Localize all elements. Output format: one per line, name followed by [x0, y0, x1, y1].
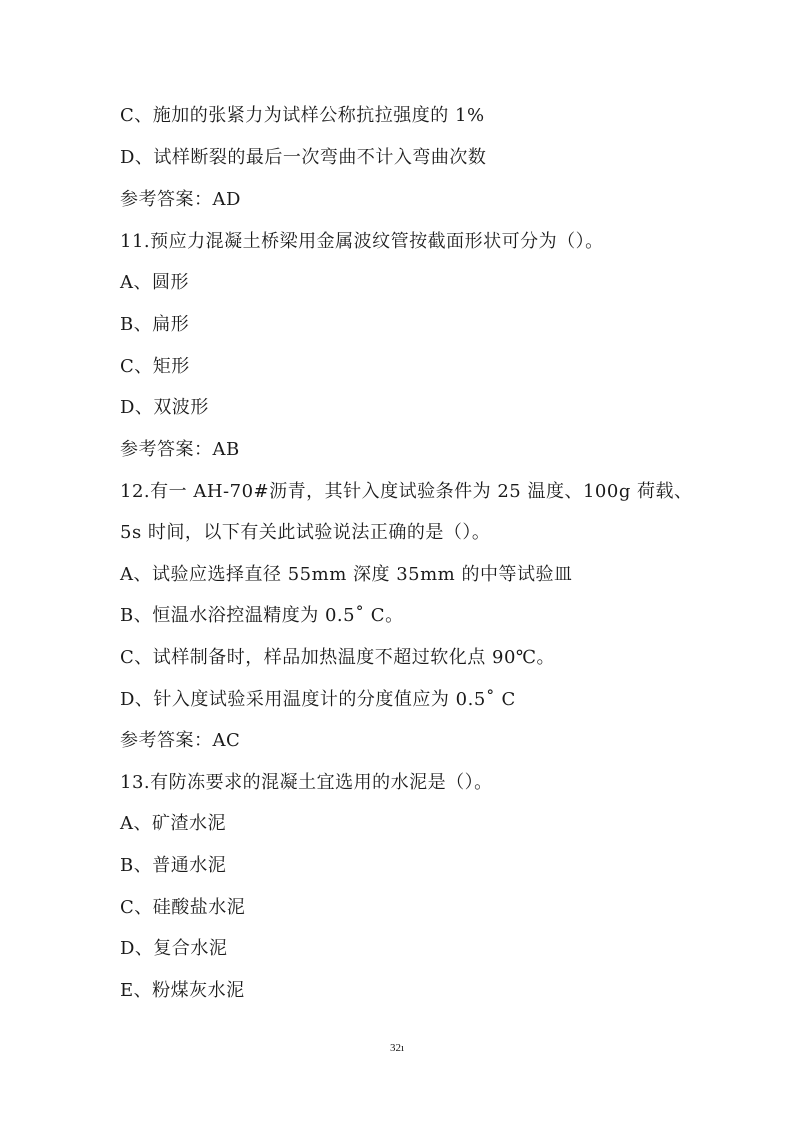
option-c-q13: C、硅酸盐水泥: [120, 897, 246, 918]
option-d-q10: D、试样断裂的最后一次弯曲不计入弯曲次数: [120, 147, 487, 168]
question-13: 13.有防冻要求的混凝土宜选用的水泥是（）。: [120, 772, 493, 793]
question-11: 11.预应力混凝土桥梁用金属波纹管按截面形状可分为（）。: [120, 231, 604, 252]
answer-q11: 参考答案：AB: [120, 439, 240, 460]
option-c-q11: C、矩形: [120, 356, 190, 377]
page-number: 32ı: [389, 1042, 405, 1054]
answer-q12: 参考答案：AC: [120, 730, 241, 751]
option-c-q10: C、施加的张紧力为试样公称抗拉强度的 1%: [120, 105, 485, 126]
option-b-q13: B、普通水泥: [120, 855, 227, 876]
answer-q10: 参考答案：AD: [120, 189, 241, 210]
option-b-q12: B、恒温水浴控温精度为 0.5˚ C。: [120, 605, 404, 626]
option-a-q13: A、矿渣水泥: [120, 813, 226, 834]
option-d-q11: D、双波形: [120, 397, 209, 418]
option-c-q12: C、试样制备时，样品加热温度不超过软化点 90℃。: [120, 647, 556, 668]
option-a-q11: A、圆形: [120, 272, 189, 293]
option-b-q11: B、扁形: [120, 314, 190, 335]
option-a-q12: A、试验应选择直径 55mm 深度 35mm 的中等试验皿: [120, 564, 573, 585]
option-d-q12: D、针入度试验采用温度计的分度值应为 0.5˚ C: [120, 689, 516, 710]
option-d-q13: D、复合水泥: [120, 938, 228, 959]
question-12-line-2: 5s 时间，以下有关此试验说法正确的是（）。: [120, 522, 491, 543]
option-e-q13: E、粉煤灰水泥: [120, 980, 245, 1001]
question-12-line-1: 12.有一 AH-70#沥青，其针入度试验条件为 25 温度、100g 荷载、: [120, 481, 693, 502]
